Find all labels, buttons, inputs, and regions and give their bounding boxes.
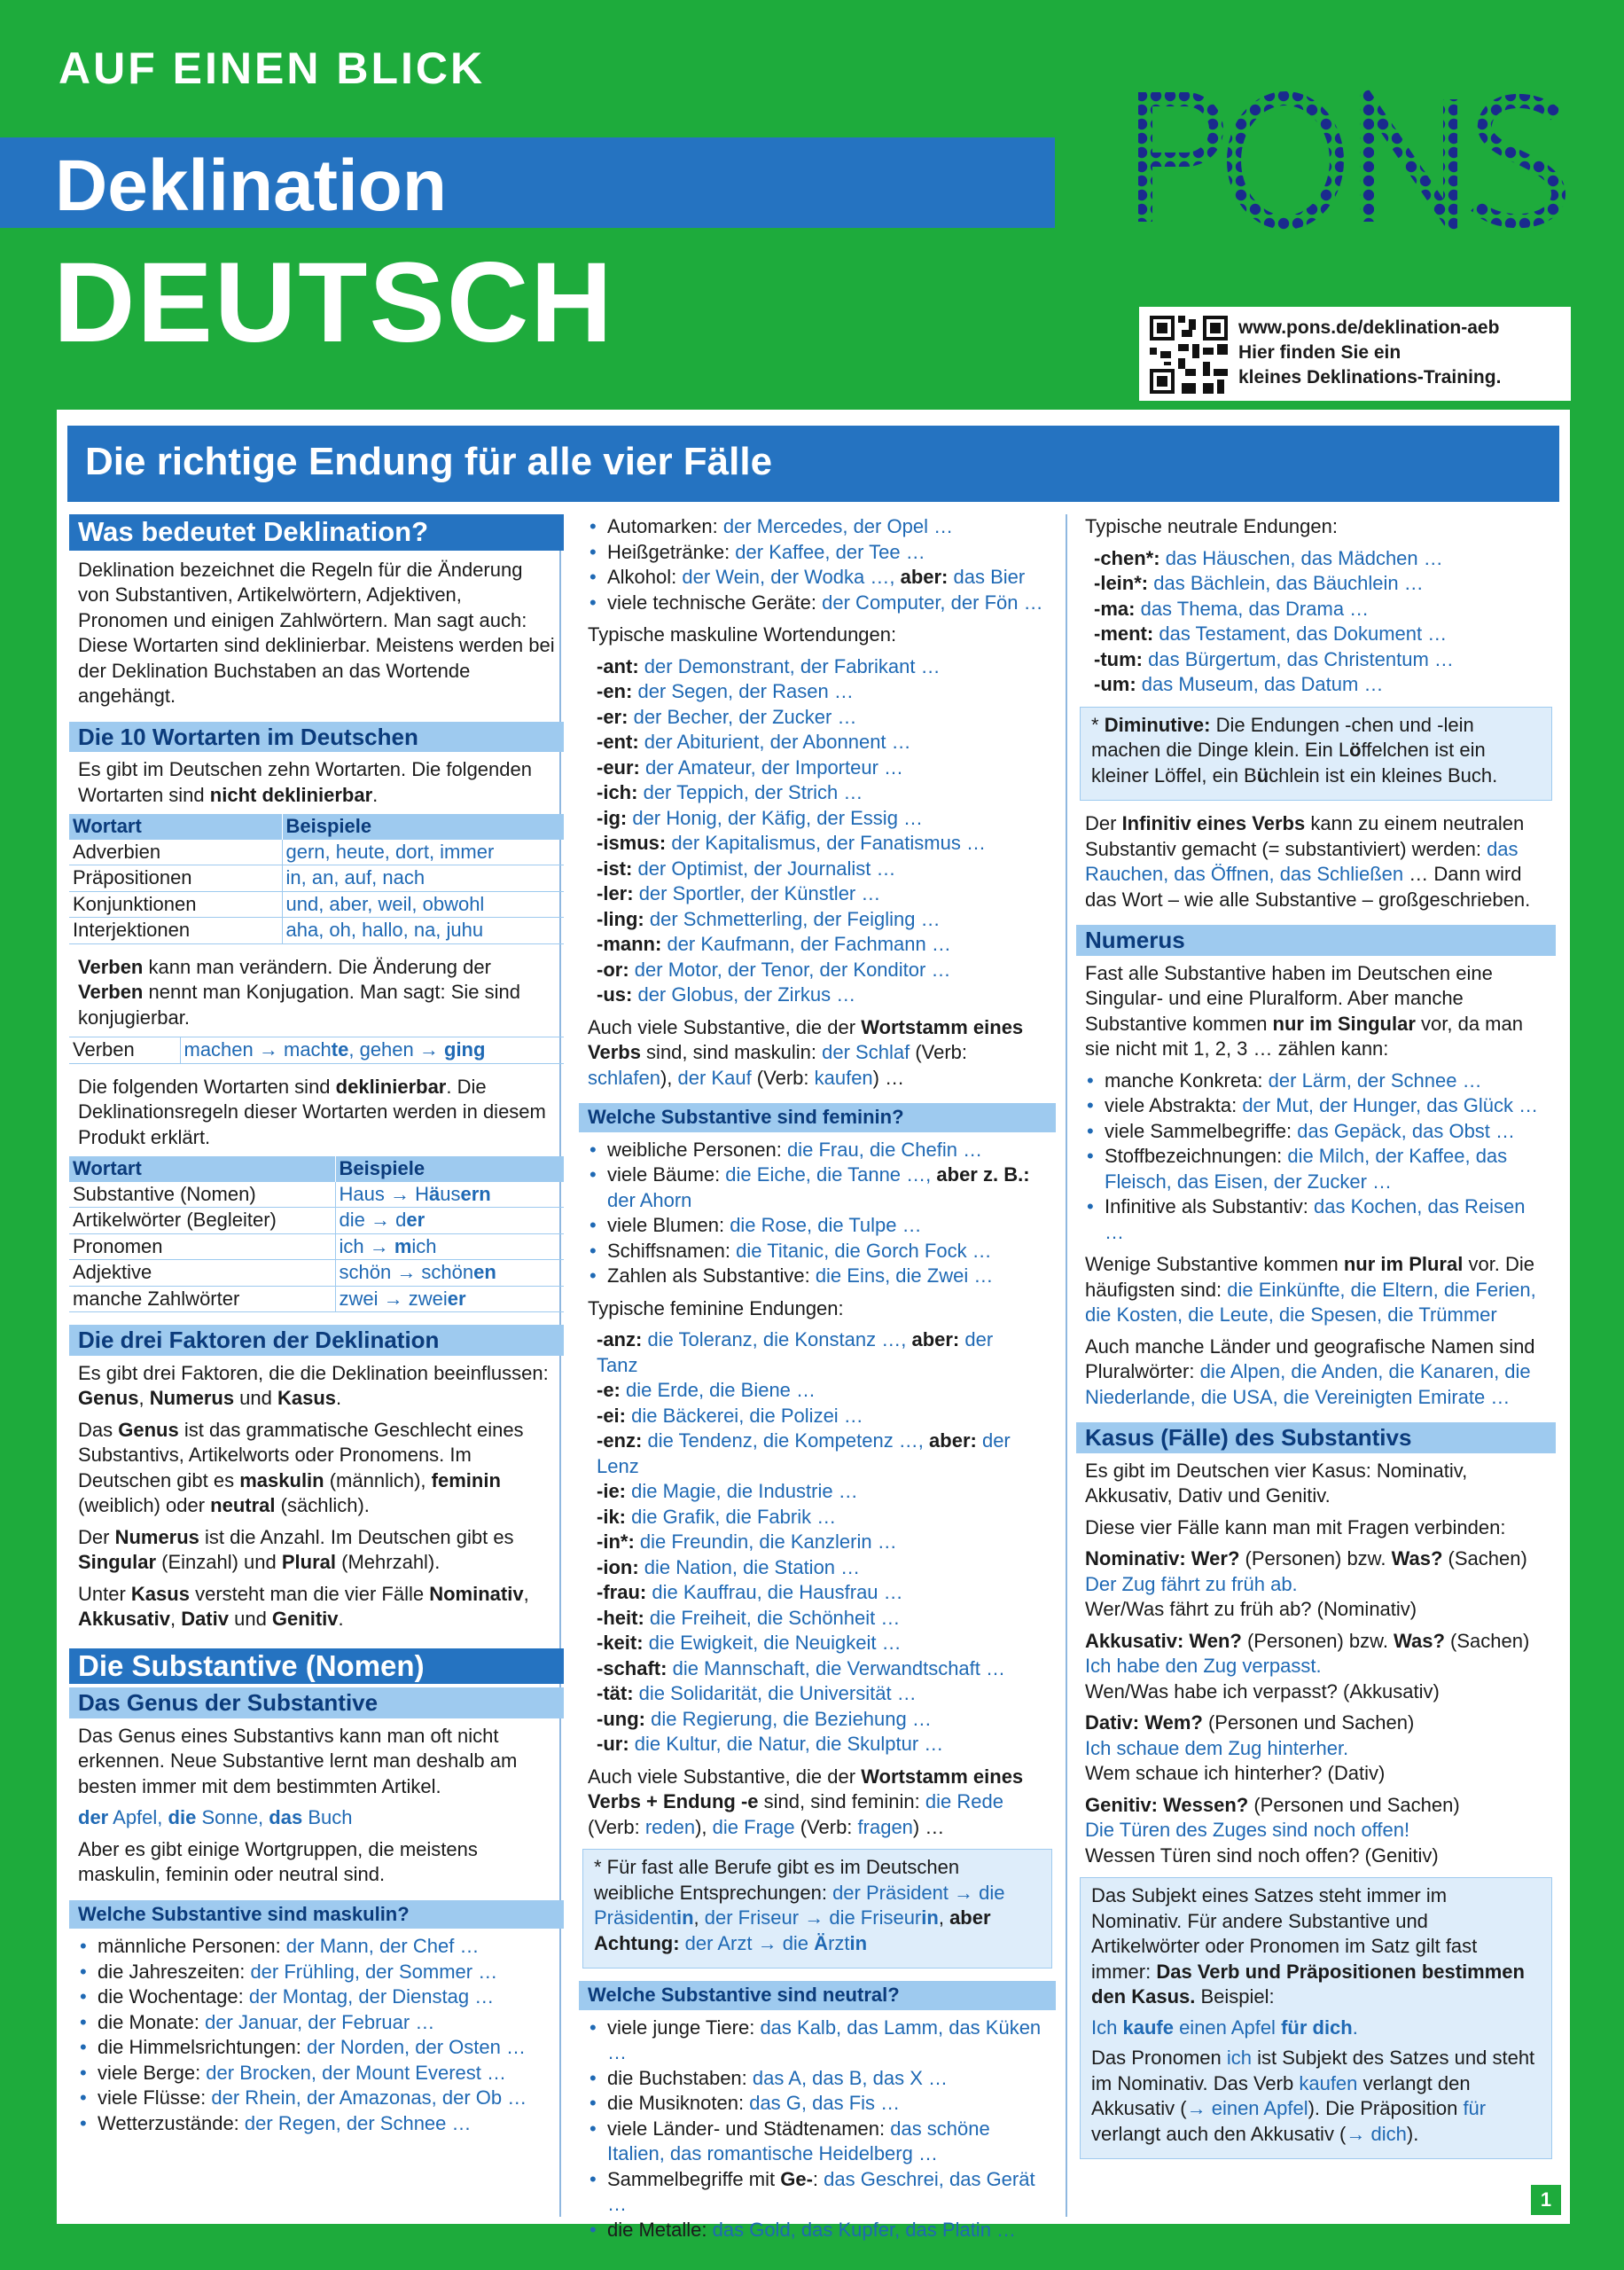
- table-not-declinable: [69, 814, 564, 944]
- list-item: • viele Berge: der Brocken, der Mount Everest …: [78, 2061, 555, 2086]
- list-item: -schaft: die Mannschaft, die Verwandtschaft …: [597, 1656, 1006, 1679]
- list-item: -ma: das Thema, das Drama …: [1094, 597, 1370, 620]
- list-item: -ler: der Sportler, der Künstler …: [597, 882, 881, 904]
- list-item: • weibliche Personen: die Frau, die Chefin …: [588, 1138, 1047, 1163]
- language-title: DEUTSCH: [53, 239, 614, 366]
- paragraph-definition: Deklination bezeichnet die Regeln für die Änderung von Substantiven, Artikelwörtern, Adjektiven, Pronomen und einigen Zahlwörtern. Man sagt auch: Diese Wortarten sind deklinierbar. Meistens werden bei der Deklination Buchstaben an das Wortende angehängt.: [78, 558, 555, 707]
- paragraph-wortarten: Es gibt im Deutschen zehn Wortarten. Die folgenden Wortarten sind nicht deklinierbar.: [78, 758, 532, 806]
- header-kicker: AUF EINEN BLICK: [59, 43, 486, 93]
- list-item: • Zahlen als Substantive: die Eins, die Zwei …: [588, 1264, 1047, 1289]
- page-title: Deklination: [55, 145, 447, 226]
- list-item: -ismus: der Kapitalismus, der Fanatismus …: [597, 832, 986, 854]
- list-item: • viele Bäume: die Eiche, die Tanne …, aber z. B.: der Ahorn: [588, 1162, 1047, 1213]
- list-item: -tum: das Bürgertum, das Christentum …: [1094, 647, 1454, 670]
- content-panel: [57, 410, 1570, 2241]
- list-maskulin: [69, 1934, 564, 2136]
- list-item: -en: der Segen, der Rasen …: [597, 680, 854, 702]
- table-row: Pronomen ich → mich: [69, 1233, 564, 1260]
- paragraph-wortgruppen: Aber es gibt einige Wortgruppen, die meistens maskulin, feminin oder neutral sind.: [78, 1837, 478, 1885]
- list-item: -tät: die Solidarität, die Universität …: [597, 1682, 917, 1704]
- table-row: Präpositionen in, an, auf, nach: [69, 865, 564, 892]
- heading-was-bedeutet: Was bedeutet Deklination?: [69, 514, 564, 551]
- list-item: • viele Sammelbegriffe: das Gepäck, das Obst …: [1085, 1119, 1547, 1145]
- article-examples: der Apfel, die Sonne, das Buch: [78, 1806, 353, 1828]
- list-item: -lein*: das Bächlein, das Bäuchlein …: [1094, 572, 1424, 594]
- qr-info-box: [1139, 307, 1571, 401]
- list-item: • Alkohol: der Wein, der Wodka …, aber: das Bier: [588, 565, 1047, 591]
- list-item: • Stoffbezeichnungen: die Milch, der Kaffee, das Fleisch, das Eisen, der Zucker …: [1085, 1144, 1547, 1194]
- paragraph-kasus-intro: Es gibt im Deutschen vier Kasus: Nominativ, Akkusativ, Dativ und Genitiv.: [1085, 1459, 1468, 1507]
- paragraph-deklinierbar: Die folgenden Wortarten sind deklinierbar. Die Deklinationsregeln dieser Wortarten werden in diesem Produkt erklärt.: [78, 1075, 546, 1148]
- list-neu-endings: [1076, 546, 1556, 698]
- list-item: -us: der Globus, der Zirkus …: [597, 983, 856, 1006]
- note-subjekt: Das Subjekt eines Satzes steht immer im Nominativ. Für andere Substantive und Artikelwörter oder Pronomen im Satz gilt fast immer: Das Verb und Präpositionen bestimmen den Kasus. Beispiel: Ich kaufe einen Apfel für dich. Das Pronomen ich ist Subjekt des Satzes und steht im Nominativ. Das Verb kaufen verlangt den Akkusativ (→ einen Apfel). Die Präposition für verlangt auch den Akkusativ (→ dich).: [1080, 1877, 1552, 2159]
- case-genitiv: Genitiv: Wessen? (Personen und Sachen) Die Türen des Zuges sind noch offen! Wessen Türen sind noch offen? (Genitiv): [1085, 1793, 1460, 1867]
- note-berufe: * Für fast alle Berufe gibt es im Deutschen weibliche Entsprechungen: der Präsident → die Präsidentin, der Friseur → die Friseurin, aber Achtung: der Arzt → die Ärztin: [582, 1849, 1052, 1969]
- list-item: • die Musiknoten: das G, das Fis …: [588, 2091, 1047, 2117]
- case-dativ: Dativ: Wem? (Personen und Sachen) Ich schaue dem Zug hinterher. Wem schaue ich hinterher? (Dativ): [1085, 1711, 1415, 1784]
- list-item: -ant: der Demonstrant, der Fabrikant …: [597, 654, 941, 677]
- qr-url-link[interactable]: www.pons.de/deklination-aeb: [1238, 317, 1500, 338]
- heading-numerus: Numerus: [1076, 925, 1556, 956]
- list-item: • die Monate: der Januar, der Februar …: [78, 2010, 555, 2036]
- list-item: -ung: die Regierung, die Beziehung …: [597, 1707, 932, 1730]
- list-item: -ion: die Nation, die Station …: [597, 1555, 861, 1578]
- heading-10-wortarten: Die 10 Wortarten im Deutschen: [69, 722, 564, 753]
- list-item: • die Jahreszeiten: der Frühling, der Sommer …: [78, 1960, 555, 1985]
- table-header: Beispiele: [282, 814, 564, 840]
- list-item: • männliche Personen: der Mann, der Chef …: [78, 1934, 555, 1960]
- list-mask-endings: [579, 654, 1056, 1008]
- list-item: -ie: die Magie, die Industrie …: [597, 1480, 858, 1502]
- table-row: Adjektive schön → schönen: [69, 1260, 564, 1287]
- list-item: -heit: die Freiheit, die Schönheit …: [597, 1606, 901, 1629]
- list-item: -keit: die Ewigkeit, die Neuigkeit …: [597, 1632, 902, 1654]
- heading-feminin: Welche Substantive sind feminin?: [579, 1103, 1056, 1132]
- case-akkusativ: Akkusativ: Wen? (Personen) bzw. Was? (Sachen) Ich habe den Zug verpasst. Wen/Was habe ich verpasst? (Akkusativ): [1085, 1629, 1530, 1702]
- table-header: Wortart: [69, 1156, 335, 1182]
- paragraph-wortstamm-mask: Auch viele Substantive, die der Wortstamm eines Verbs sind, sind maskulin: der Schlaf (Verb: schlafen), der Kauf (Verb: kaufen) …: [588, 1015, 1024, 1089]
- qr-line-2: kleines Deklinations-Training.: [1238, 367, 1502, 387]
- list-item: • die Buchstaben: das A, das B, das X …: [588, 2066, 1047, 2092]
- list-item: -anz: die Toleranz, die Konstanz …, aber: der Tanz: [597, 1328, 994, 1376]
- list-item: -ei: die Bäckerei, die Polizei …: [597, 1404, 863, 1427]
- list-item: • Infinitive als Substantiv: das Kochen, das Reisen …: [1085, 1194, 1547, 1245]
- main-heading: Die richtige Endung für alle vier Fälle: [67, 426, 1559, 502]
- table-verben: [69, 1037, 564, 1064]
- list-singular: [1076, 1068, 1556, 1246]
- column-3: [1076, 514, 1556, 2170]
- paragraph-kasus: Unter Kasus versteht man die vier Fälle Nominativ, Akkusativ, Dativ und Genitiv.: [78, 1582, 529, 1630]
- paragraph-infinitiv: Der Infinitiv eines Verbs kann zu einem neutralen Substantiv gemacht (= substantiviert) werden: das Rauchen, das Öffnen, das Schließen … Dann wird das Wort – wie alle Substantive – großgeschrieben.: [1085, 812, 1531, 911]
- note-diminutive: * Diminutive: Die Endungen -chen und -lein machen die Dinge klein. Ein Löffelchen ist ein kleiner Löffel, ein Büchlein ist ein kleines Buch.: [1080, 707, 1552, 802]
- qr-text: [1238, 316, 1501, 390]
- paragraph-genus-substantive: Das Genus eines Substantivs kann man oft nicht erkennen. Neue Substantive lernt man deshalb am besten immer mit dem bestimmten Artikel.: [78, 1724, 518, 1797]
- column-divider-2: [1066, 514, 1067, 2217]
- table-row: Substantive (Nomen) Haus → Häusern: [69, 1182, 564, 1208]
- list-feminin: [579, 1138, 1056, 1289]
- list-item: -frau: die Kauffrau, die Hausfrau …: [597, 1581, 903, 1603]
- list-item: -um: das Museum, das Datum …: [1094, 673, 1384, 695]
- list-item: -enz: die Tendenz, die Kompetenz …, aber: der Lenz: [597, 1429, 1011, 1477]
- table-header: Wortart: [69, 814, 282, 840]
- table-row: Artikelwörter (Begleiter) die → der: [69, 1208, 564, 1234]
- label-typ-maskulin: Typische maskuline Wortendungen:: [588, 623, 897, 646]
- list-item: • Wetterzustände: der Regen, der Schnee …: [78, 2111, 555, 2137]
- page-number: 1: [1531, 2185, 1561, 2215]
- table-declinable: [69, 1156, 564, 1312]
- list-item: • die Metalle: das Gold, das Kupfer, das Platin …: [588, 2218, 1047, 2243]
- list-maskulin-continued: [579, 514, 1056, 615]
- paragraph-numerus-substantive: Fast alle Substantive haben im Deutschen eine Singular- und eine Pluralform. Aber manche Substantive kommen nur im Singular vor, da man sie nicht mit 1, 2, 3 … zählen kann:: [1085, 961, 1523, 1060]
- label-typ-feminin: Typische feminine Endungen:: [588, 1296, 844, 1319]
- list-item: -e: die Erde, die Biene …: [597, 1379, 816, 1401]
- heading-maskulin: Welche Substantive sind maskulin?: [69, 1900, 564, 1930]
- title-band: [0, 137, 1055, 228]
- case-nominativ: Nominativ: Wer? (Personen) bzw. Was? (Sachen) Der Zug fährt zu früh ab. Wer/Was fährt zu früh ab? (Nominativ): [1085, 1547, 1527, 1620]
- list-item: • manche Konkreta: der Lärm, der Schnee …: [1085, 1068, 1547, 1094]
- list-item: -mann: der Kaufmann, der Fachmann …: [597, 933, 951, 955]
- table-row: Verben machen → machte, gehen → ging: [69, 1037, 564, 1064]
- heading-neutral: Welche Substantive sind neutral?: [579, 1981, 1056, 2010]
- heading-drei-faktoren: Die drei Faktoren der Deklination: [69, 1325, 564, 1356]
- list-item: -or: der Motor, der Tenor, der Konditor …: [597, 958, 951, 981]
- list-item: -er: der Becher, der Zucker …: [597, 705, 857, 728]
- table-row: Konjunktionen und, aber, weil, obwohl: [69, 891, 564, 918]
- label-typ-neutral: Typische neutrale Endungen:: [1085, 515, 1338, 537]
- table-row: manche Zahlwörter zwei → zweier: [69, 1286, 564, 1312]
- list-fem-endings: [579, 1327, 1056, 1757]
- paragraph-kasus-fragen: Diese vier Fälle kann man mit Fragen verbinden:: [1085, 1515, 1506, 1538]
- heading-genus-substantive: Das Genus der Substantive: [69, 1687, 564, 1718]
- paragraph-faktoren: Es gibt drei Faktoren, die die Deklination beeinflussen: Genus, Numerus und Kasus.: [78, 1361, 549, 1409]
- paragraph-plural: Wenige Substantive kommen nur im Plural vor. Die häufigsten sind: die Einkünfte, die Eltern, die Ferien, die Kosten, die Leute, die Spesen, die Trümmer: [1085, 1253, 1536, 1326]
- list-item: -ent: der Abiturient, der Abonnent …: [597, 731, 911, 753]
- list-item: -eur: der Amateur, der Importeur …: [597, 755, 904, 779]
- list-item: • viele junge Tiere: das Kalb, das Lamm, das Küken …: [588, 2016, 1047, 2066]
- list-item: -ment: das Testament, das Dokument …: [1094, 622, 1448, 645]
- table-row: Interjektionen aha, oh, hallo, na, juhu: [69, 918, 564, 944]
- list-item: • Heißgetränke: der Kaffee, der Tee …: [588, 540, 1047, 566]
- list-item: • die Wochentage: der Montag, der Dienstag …: [78, 1984, 555, 2010]
- paragraph-numerus: Der Numerus ist die Anzahl. Im Deutschen gibt es Singular (Einzahl) und Plural (Mehrzahl).: [78, 1525, 514, 1573]
- list-item: • Schiffsnamen: die Titanic, die Gorch Fock …: [588, 1239, 1047, 1264]
- list-item: -chen*: das Häuschen, das Mädchen …: [1094, 546, 1443, 569]
- list-item: • viele Flüsse: der Rhein, der Amazonas, der Ob …: [78, 2086, 555, 2111]
- list-item: -ling: der Schmetterling, der Feigling …: [597, 907, 941, 930]
- list-item: • viele Länder- und Städtenamen: das schöne Italien, das romantische Heidelberg …: [588, 2117, 1047, 2167]
- list-item: -ich: der Teppich, der Strich …: [597, 781, 863, 803]
- list-neutral: [579, 2016, 1056, 2243]
- list-item: -ik: die Grafik, die Fabrik …: [597, 1505, 837, 1528]
- list-item: -ur: die Kultur, die Natur, die Skulptur …: [597, 1733, 944, 1755]
- list-item: • Sammelbegriffe mit Ge-: das Geschrei, das Gerät …: [588, 2167, 1047, 2218]
- list-item: -in*: die Freundin, die Kanzlerin …: [597, 1530, 897, 1553]
- paragraph-genus: Das Genus ist das grammatische Geschlecht eines Substantivs, Artikelworts oder Pronomens. Im Deutschen gibt es maskulin (männlich), feminin (weiblich) oder neutral (sächlich).: [78, 1418, 524, 1516]
- paragraph-laender: Auch manche Länder und geografische Namen sind Pluralwörter: die Alpen, die Anden, die Kanaren, die Niederlande, die USA, die Vereinigten Emirate …: [1085, 1335, 1535, 1408]
- table-header: Beispiele: [335, 1156, 564, 1182]
- qr-line-1: Hier finden Sie ein: [1238, 342, 1401, 363]
- column-1: [69, 514, 564, 2143]
- list-item: • viele Blumen: die Rose, die Tulpe …: [588, 1213, 1047, 1239]
- list-item: • die Himmelsrichtungen: der Norden, der Osten …: [78, 2035, 555, 2061]
- heading-substantive: Die Substantive (Nomen): [69, 1648, 564, 1685]
- list-item: • viele Abstrakta: der Mut, der Hunger, das Glück …: [1085, 1093, 1547, 1119]
- list-item: • viele technische Geräte: der Computer, der Fön …: [588, 591, 1047, 616]
- list-item: -ist: der Optimist, der Journalist …: [597, 857, 896, 880]
- heading-kasus: Kasus (Fälle) des Substantivs: [1076, 1422, 1556, 1453]
- table-row: Adverbien gern, heute, dort, immer: [69, 840, 564, 865]
- column-2: [579, 514, 1056, 2250]
- list-item: -ig: der Honig, der Käfig, der Essig …: [597, 806, 924, 829]
- paragraph-wortstamm-fem: Auch viele Substantive, die der Wortstamm eines Verbs + Endung -e sind, sind feminin: die Rede (Verb: reden), die Frage (Verb: fragen) …: [588, 1765, 1024, 1838]
- list-item: • Automarken: der Mercedes, der Opel …: [588, 514, 1047, 540]
- qr-code-icon[interactable]: [1150, 316, 1228, 394]
- pons-logo: [1135, 89, 1578, 235]
- paragraph-verben: Verben kann man verändern. Die Änderung der Verben nennt man Konjugation. Man sagt: Sie sind konjugierbar.: [78, 955, 520, 1029]
